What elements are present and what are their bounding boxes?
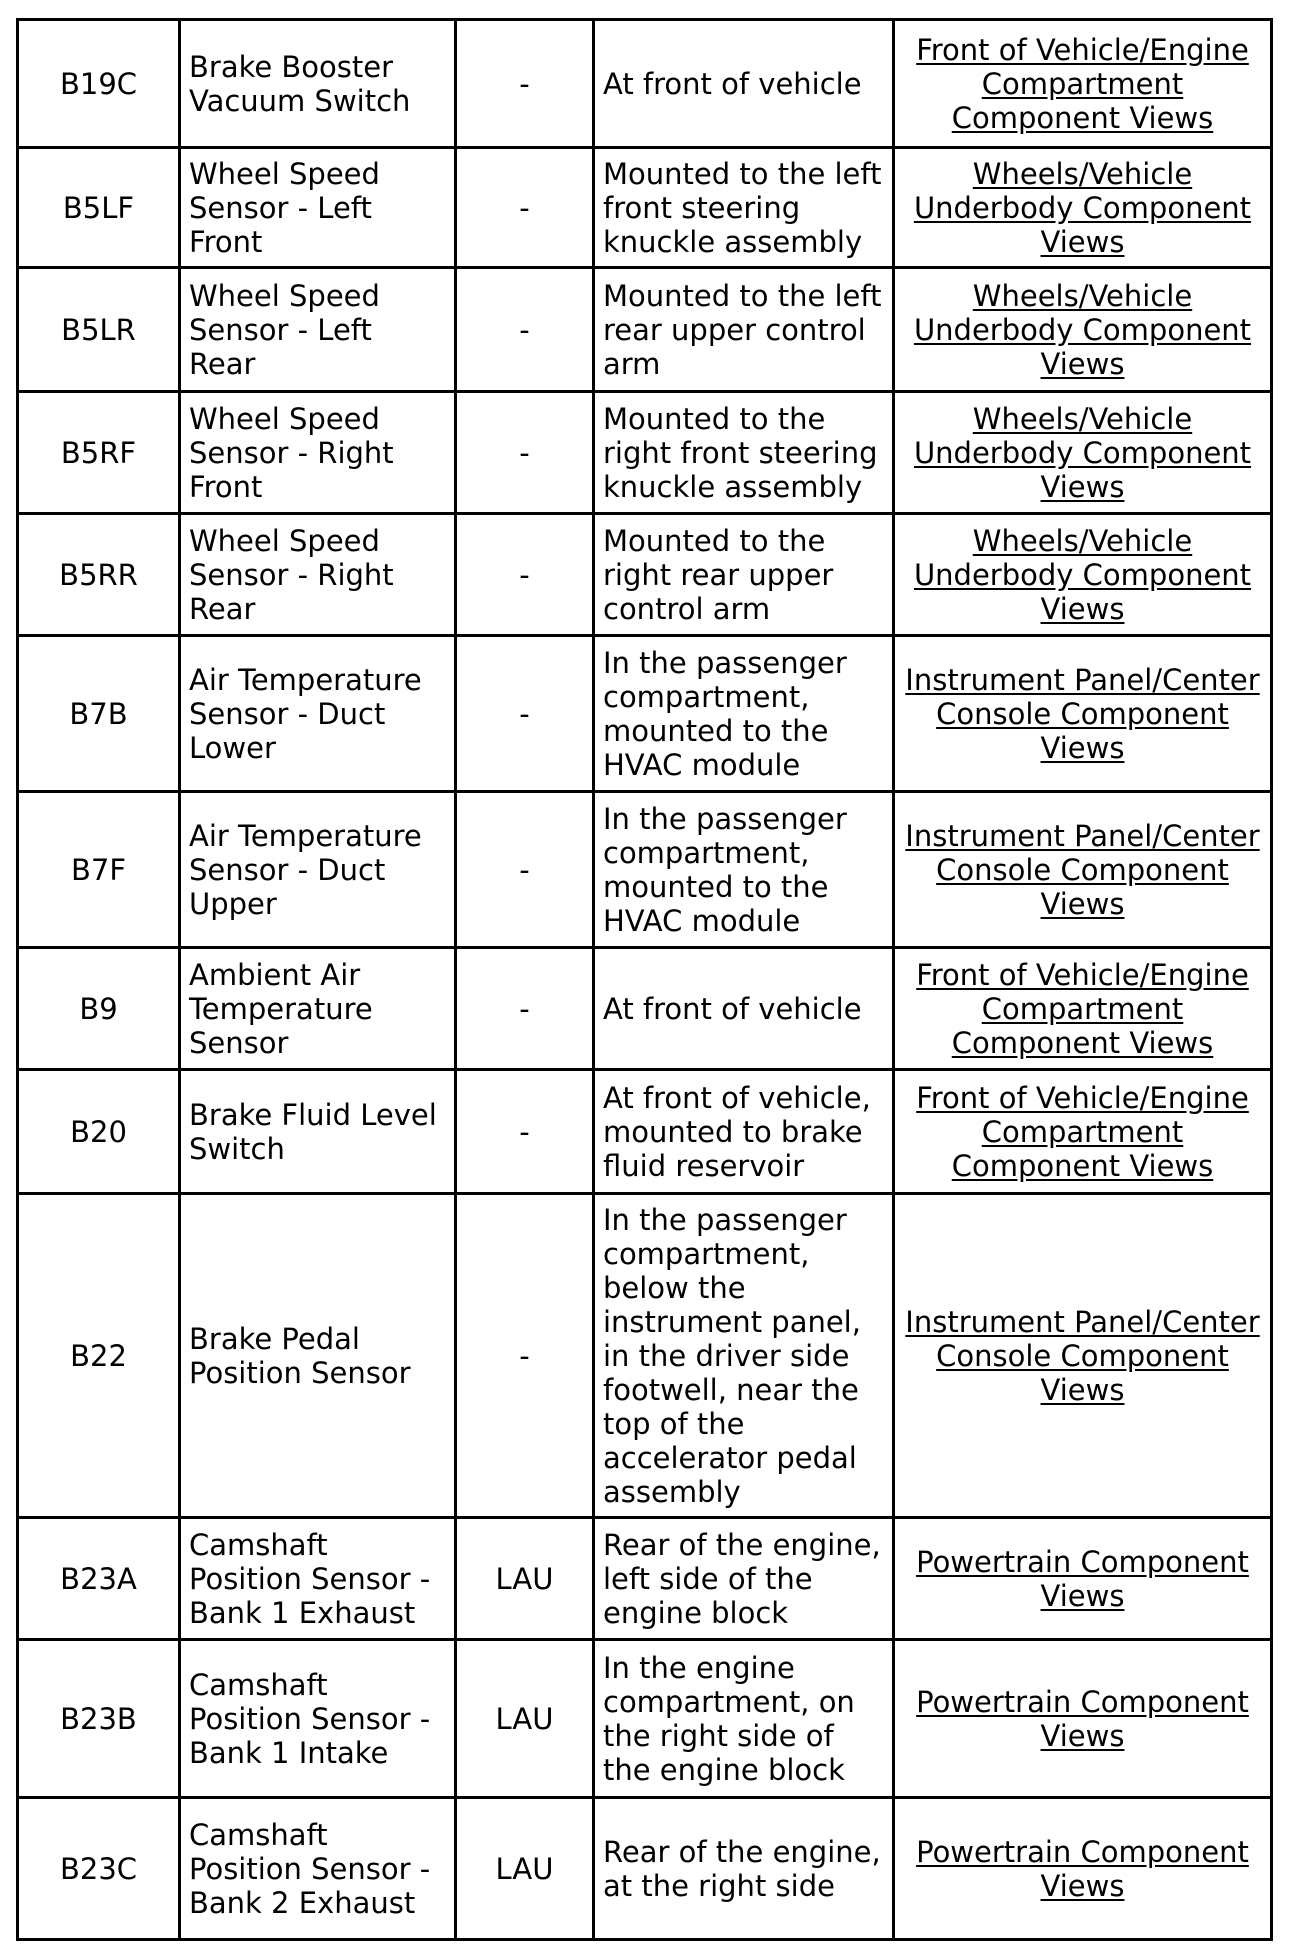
component-name: Brake Fluid Level Switch [180,1070,456,1194]
view-cell [894,20,1272,148]
component-id: B9 [18,948,180,1070]
component-name: Wheel Speed Sensor - Right Front [180,392,456,514]
component-location: In the engine compartment, on the right side of the engine block [594,1640,894,1798]
component-name: Camshaft Position Sensor - Bank 2 Exhaust [180,1798,456,1940]
table-row [18,148,1272,268]
view-cell [894,1194,1272,1518]
component-location: Mounted to the right rear upper control arm [594,514,894,636]
option-code: LAU [456,1798,594,1940]
option-code: LAU [456,1518,594,1640]
component-location: At front of vehicle, mounted to brake fluid reservoir [594,1070,894,1194]
component-id: B5LR [18,268,180,392]
table-row [18,1798,1272,1940]
component-view-link[interactable]: Instrument Panel/Center Console Component Views [905,1304,1260,1407]
component-view-link[interactable]: Wheels/Vehicle Underbody Component Views [913,401,1252,504]
table-row [18,792,1272,948]
view-cell [894,948,1272,1070]
component-location: At front of vehicle [594,20,894,148]
component-id: B23B [18,1640,180,1798]
option-code: - [456,1070,594,1194]
component-location: Rear of the engine, at the right side [594,1798,894,1940]
component-name: Ambient Air Temperature Sensor [180,948,456,1070]
component-name: Wheel Speed Sensor - Left Rear [180,268,456,392]
option-code: - [456,1194,594,1518]
component-id: B5RF [18,392,180,514]
view-cell [894,792,1272,948]
component-location: In the passenger compartment, below the instrument panel, in the driver side footwell, near the top of the accelerator pedal assembly [594,1194,894,1518]
table-row [18,636,1272,792]
view-cell [894,1798,1272,1940]
component-id: B7B [18,636,180,792]
component-view-link[interactable]: Front of Vehicle/Engine Compartment Component Views [916,32,1249,135]
table-row [18,1070,1272,1194]
component-view-link[interactable]: Powertrain Component Views [916,1684,1249,1753]
component-id: B7F [18,792,180,948]
component-location: Rear of the engine, left side of the engine block [594,1518,894,1640]
component-view-link[interactable]: Wheels/Vehicle Underbody Component Views [913,523,1252,626]
option-code: - [456,514,594,636]
component-locator-table [16,18,1273,1941]
view-cell [894,1640,1272,1798]
component-id: B23C [18,1798,180,1940]
table-row [18,514,1272,636]
component-name: Wheel Speed Sensor - Left Front [180,148,456,268]
option-code: - [456,948,594,1070]
component-name: Camshaft Position Sensor - Bank 1 Exhaust [180,1518,456,1640]
view-cell [894,268,1272,392]
component-name: Brake Pedal Position Sensor [180,1194,456,1518]
component-location: At front of vehicle [594,948,894,1070]
view-cell [894,392,1272,514]
component-location: Mounted to the left front steering knuckle assembly [594,148,894,268]
component-location: In the passenger compartment, mounted to the HVAC module [594,792,894,948]
component-name: Brake Booster Vacuum Switch [180,20,456,148]
component-name: Wheel Speed Sensor - Right Rear [180,514,456,636]
option-code: LAU [456,1640,594,1798]
view-cell [894,636,1272,792]
option-code: - [456,20,594,148]
component-view-link[interactable]: Powertrain Component Views [916,1834,1249,1903]
component-name: Air Temperature Sensor - Duct Upper [180,792,456,948]
component-view-link[interactable]: Instrument Panel/Center Console Component Views [905,818,1260,921]
component-view-link[interactable]: Powertrain Component Views [916,1544,1249,1613]
component-location: In the passenger compartment, mounted to the HVAC module [594,636,894,792]
table-row [18,1640,1272,1798]
component-id: B5LF [18,148,180,268]
option-code: - [456,636,594,792]
table-row [18,392,1272,514]
view-cell [894,514,1272,636]
component-view-link[interactable]: Instrument Panel/Center Console Component Views [905,662,1260,765]
view-cell [894,148,1272,268]
component-id: B20 [18,1070,180,1194]
component-view-link[interactable]: Front of Vehicle/Engine Compartment Component Views [916,957,1249,1060]
table-row [18,1194,1272,1518]
view-cell [894,1070,1272,1194]
component-view-link[interactable]: Front of Vehicle/Engine Compartment Component Views [916,1080,1249,1183]
component-name: Camshaft Position Sensor - Bank 1 Intake [180,1640,456,1798]
component-name: Air Temperature Sensor - Duct Lower [180,636,456,792]
component-location: Mounted to the right front steering knuckle assembly [594,392,894,514]
component-view-link[interactable]: Wheels/Vehicle Underbody Component Views [913,156,1252,259]
table-row [18,948,1272,1070]
option-code: - [456,148,594,268]
view-cell [894,1518,1272,1640]
option-code: - [456,792,594,948]
table-row [18,20,1272,148]
component-id: B19C [18,20,180,148]
option-code: - [456,268,594,392]
option-code: - [456,392,594,514]
table-row [18,268,1272,392]
component-id: B23A [18,1518,180,1640]
component-view-link[interactable]: Wheels/Vehicle Underbody Component Views [913,278,1252,381]
component-id: B5RR [18,514,180,636]
component-id: B22 [18,1194,180,1518]
component-location: Mounted to the left rear upper control arm [594,268,894,392]
table-row [18,1518,1272,1640]
